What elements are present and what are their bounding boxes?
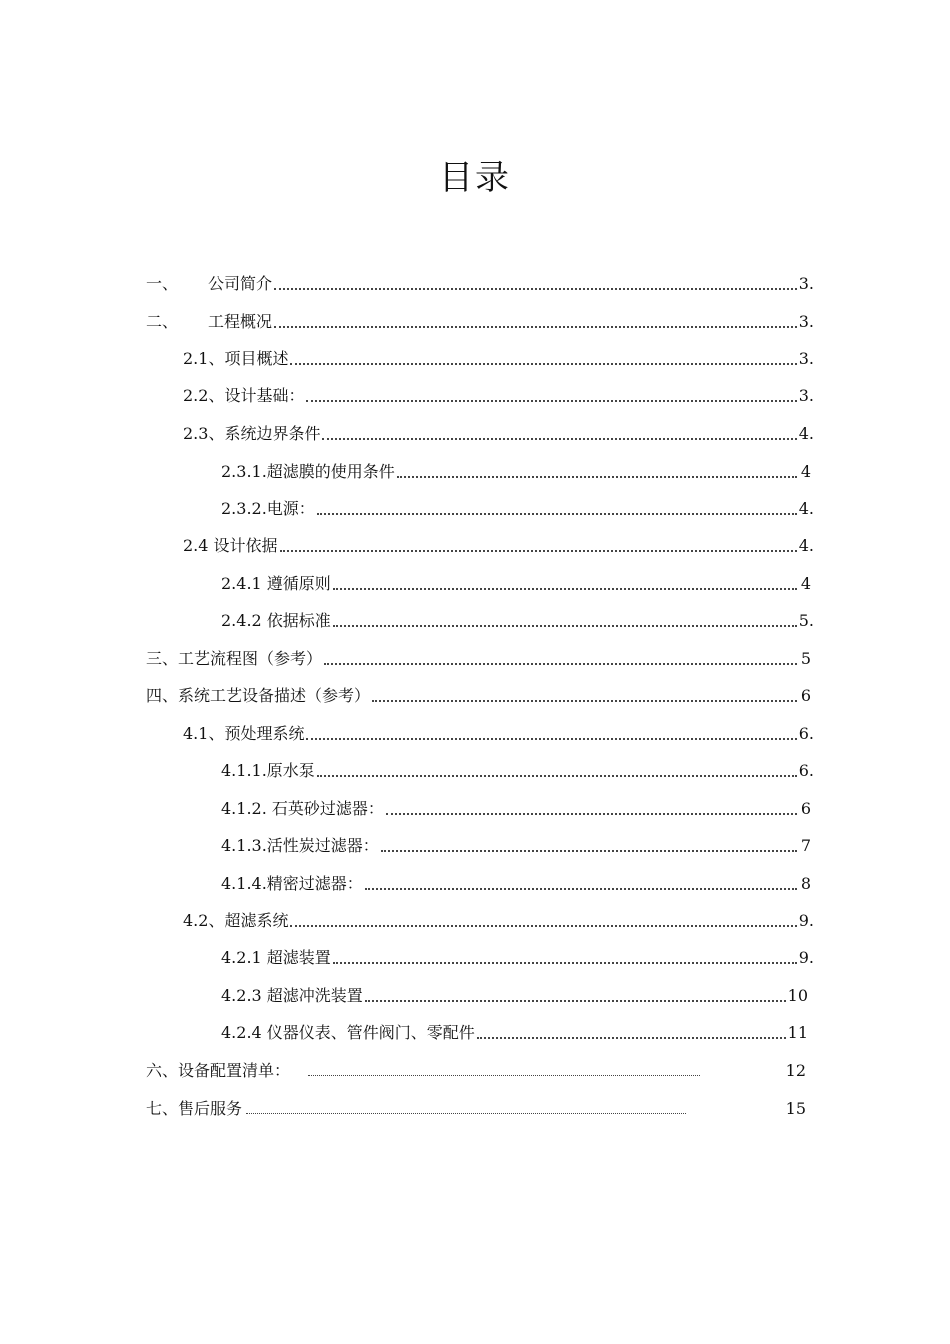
toc-dot-leader	[274, 325, 797, 328]
toc-entry-label: 2.3、系统边界条件	[183, 424, 321, 443]
toc-entry[interactable]	[221, 795, 811, 819]
toc-entry[interactable]	[221, 570, 811, 594]
toc-entry-label: 三、工艺流程图（参考）	[146, 649, 323, 668]
toc-entry-page: 4.	[798, 424, 814, 443]
toc-entry-page: 6	[800, 799, 811, 818]
toc-entry-page: 9.	[798, 948, 814, 967]
toc-entry-label: 七、售后服务	[146, 1099, 243, 1118]
toc-dot-leader	[365, 999, 786, 1002]
toc-dot-leader	[290, 362, 796, 365]
toc-dot-leader	[324, 662, 797, 665]
toc-entry-page: 8	[800, 874, 811, 893]
toc-entry-page: 3.	[798, 274, 814, 293]
toc-entry-label: 2.4.2 依据标准	[221, 611, 331, 630]
toc-entry[interactable]	[221, 495, 814, 519]
toc-entry[interactable]	[221, 832, 811, 856]
toc-entry-page: 6	[800, 686, 811, 705]
toc-entry[interactable]	[183, 532, 814, 556]
toc-dot-leader	[246, 1112, 686, 1114]
toc-entry-page: 4	[800, 574, 811, 593]
toc-entry-label: 公司简介	[208, 274, 273, 293]
toc-entry-label: 4.2.3 超滤冲洗装置	[221, 986, 363, 1005]
toc-dot-leader	[333, 587, 797, 590]
toc-entry-label: 4.1.2. 石英砂过滤器：	[221, 799, 384, 818]
toc-dot-leader	[306, 737, 796, 740]
toc-entry-number: 二、	[146, 312, 179, 331]
toc-entry[interactable]	[146, 1095, 806, 1119]
toc-dot-leader	[306, 399, 796, 402]
toc-entry-label: 2.1、项目概述	[183, 349, 289, 368]
toc-dot-leader	[381, 849, 797, 852]
toc-entry[interactable]	[221, 944, 814, 968]
toc-entry-page: 7	[800, 836, 811, 855]
toc-entry-label: 4.1.4.精密过滤器：	[221, 874, 363, 893]
toc-entry[interactable]	[146, 308, 814, 332]
toc-entry[interactable]	[183, 420, 814, 444]
toc-entry-page: 4.	[798, 536, 814, 555]
toc-entry[interactable]	[146, 270, 814, 294]
toc-dot-leader	[317, 512, 797, 515]
toc-entry-page: 15	[785, 1099, 806, 1118]
toc-entry-label: 4.1.1.原水泵	[221, 761, 315, 780]
toc-entry-page: 3.	[798, 312, 814, 331]
toc-entry-label: 2.2、设计基础：	[183, 386, 305, 405]
toc-entry-label: 4.2.1 超滤装置	[221, 948, 331, 967]
toc-entry[interactable]	[146, 645, 811, 669]
toc-dot-leader	[477, 1036, 786, 1039]
toc-entry[interactable]	[221, 757, 814, 781]
toc-entry-page: 5	[800, 649, 811, 668]
toc-entry[interactable]	[146, 1057, 806, 1081]
toc-dot-leader	[322, 437, 796, 440]
toc-entry-label: 2.3.1.超滤膜的使用条件	[221, 462, 395, 481]
toc-entry[interactable]	[221, 870, 811, 894]
toc-dot-leader	[280, 549, 797, 552]
toc-entry[interactable]	[221, 458, 811, 482]
toc-dot-leader	[333, 961, 797, 964]
toc-entry-label: 六、设备配置清单：	[146, 1061, 291, 1080]
toc-entry-page: 3.	[798, 349, 814, 368]
toc-dot-leader	[308, 1074, 700, 1076]
toc-dot-leader	[365, 887, 797, 890]
toc-entry-label: 4.1、预处理系统	[183, 724, 305, 743]
toc-entry-label: 4.2、超滤系统	[183, 911, 289, 930]
toc-entry-label: 工程概况	[208, 312, 273, 331]
toc-entry[interactable]	[183, 345, 814, 369]
toc-entry-page: 12	[785, 1061, 806, 1080]
toc-entry[interactable]	[221, 607, 814, 631]
toc-entry-page: 10	[787, 986, 808, 1005]
toc-entry-number: 一、	[146, 274, 179, 293]
toc-entry-page: 11	[787, 1023, 808, 1042]
toc-entry-label: 4.2.4 仪器仪表、管件阀门、零配件	[221, 1023, 475, 1042]
toc-entry[interactable]	[146, 682, 811, 706]
toc-dot-leader	[372, 699, 797, 702]
toc-entry[interactable]	[183, 382, 814, 406]
toc-entry-page: 4	[800, 462, 811, 481]
toc-dot-leader	[333, 624, 797, 627]
toc-entry[interactable]	[183, 907, 814, 931]
toc-entry[interactable]	[221, 1019, 808, 1043]
toc-entry-label: 四、系统工艺设备描述（参考）	[146, 686, 371, 705]
toc-entry-page: 5.	[798, 611, 814, 630]
toc-dot-leader	[274, 287, 797, 290]
toc-dot-leader	[397, 475, 797, 478]
toc-entry-label: 4.1.3.活性炭过滤器：	[221, 836, 379, 855]
toc-dot-leader	[386, 812, 797, 815]
toc-entry[interactable]	[221, 982, 808, 1006]
toc-entry-label: 2.4.1 遵循原则	[221, 574, 331, 593]
toc-dot-leader	[290, 924, 796, 927]
toc-dot-leader	[317, 774, 797, 777]
toc-entry-label: 2.4 设计依据	[183, 536, 278, 555]
page-title: 目录	[439, 158, 511, 198]
toc-entry-page: 6.	[798, 724, 814, 743]
toc-entry-page: 4.	[798, 499, 814, 518]
toc-entry-page: 6.	[798, 761, 814, 780]
toc-entry-page: 9.	[798, 911, 814, 930]
toc-entry-label: 2.3.2.电源：	[221, 499, 315, 518]
toc-entry-page: 3.	[798, 386, 814, 405]
toc-entry[interactable]	[183, 720, 814, 744]
